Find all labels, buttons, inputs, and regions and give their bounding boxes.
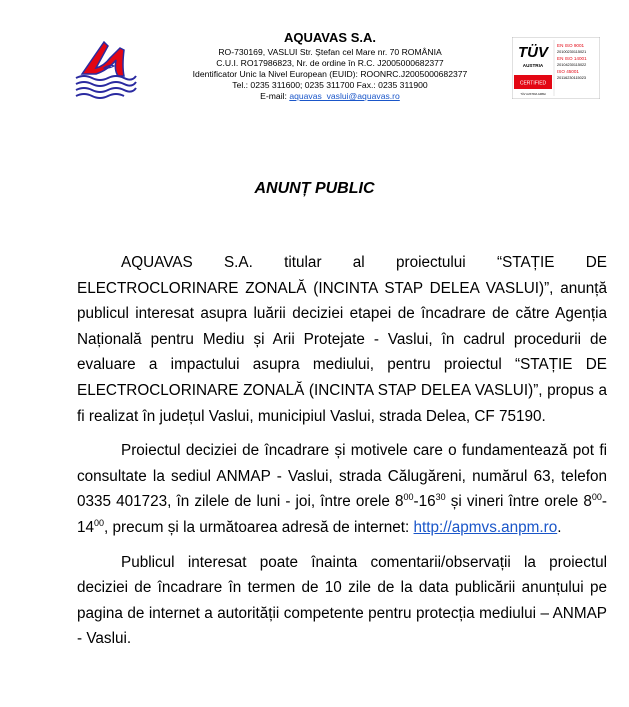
paragraph-project: AQUAVAS S.A. titular al proiectului “STAȚIE DE ELECTROCLORINARE ZONALĂ (INCINTA STAP DELEA VASLUI)”, anunță publicul interesat asupra luării deciziei etapei de încadrare de către Agenția Națională pentru Mediu și Arii Protejate - Vaslui, în cadrul procedurii de evaluare a impactului asupra mediului, pentru proiectul “STAȚIE DE ELECTROCLORINARE ZONALĂ (INCINTA STAP DELEA VASLUI)”, propus a fi realizat în județul Vaslui, municipiul Vaslui, strada Delea, CF 75190. [77,254,607,425]
p2-end: . [557,518,562,536]
iso-standard-2: EN ISO 14001 [557,56,587,61]
apm-website-link[interactable]: http://apmvs.anpm.ro [413,518,558,536]
company-phones: Tel.: 0235 311600; 0235 311700 Fax.: 0235 311900 [232,80,428,90]
letterhead [190,30,470,102]
iso-standard-3: ISO 45001 [557,69,579,74]
tuv-footer: TÜV AUSTRIA GMBH [520,93,546,96]
tuv-austria-certified-icon [512,37,600,99]
aquavas-logo-icon [74,36,140,100]
tuv-certification-badge [512,37,600,99]
company-registration: C.U.I. RO17986823, Nr. de ordine în R.C. J2005000682377 [216,58,444,68]
iso-code-1: 20100230115021 [557,50,587,54]
company-email-line [190,91,470,102]
p2-text-5: , precum și la următoarea adresă de internet: [104,518,414,536]
company-euid: Identificator Unic la Nivel European (EUID): ROONRC.J2005000682377 [192,69,468,79]
page-title: ANUNȚ PUBLIC [254,180,375,197]
company-address: RO-730169, VASLUI Str. Ștefan cel Mare nr. 70 ROMÂNIA [218,47,442,57]
tuv-country: AUSTRIA [522,63,544,68]
p2-text-2: -16 [413,493,436,511]
p2-text-4: -14 [77,493,607,536]
tuv-certified: CERTIFIED [519,80,547,87]
iso-code-2: 20104230115022 [557,63,587,67]
time-sup-4: 00 [94,517,105,528]
tuv-brand: TÜV [518,44,548,61]
iso-standard-1: EN ISO 9001 [557,43,585,48]
company-name: AQUAVAS S.A. [284,30,376,45]
paragraph-comments: Publicul interesat poate înainta comentarii/observații la proiectul deciziei de încadrare în termen de 10 zile de la data publicării anunțului pe pagina de internet a autorității competente pentru protecția mediului – ANMAP - Vaslui. [77,553,607,648]
time-sup-3: 00 [591,492,602,503]
paragraph-consultation [77,438,607,540]
time-sup-2: 30 [435,492,446,503]
announcement-body [77,250,607,661]
company-logo [74,36,140,100]
email-label: E-mail: [260,91,287,101]
email-link[interactable]: aquavas_vaslui@aquavas.ro [289,91,400,101]
iso-code-3: 20116230115023 [557,76,586,80]
time-sup-1: 00 [403,492,414,503]
p2-text-1: Proiectul deciziei de încadrare și motivele care o fundamentează pot fi consultate la sediul ANMAP - Vaslui, strada Călugăreni, numărul 63, telefon 0335 401723, în zilele de luni - joi, între orele 8 [77,442,607,511]
p2-text-3: și vineri între orele 8 [445,493,592,511]
